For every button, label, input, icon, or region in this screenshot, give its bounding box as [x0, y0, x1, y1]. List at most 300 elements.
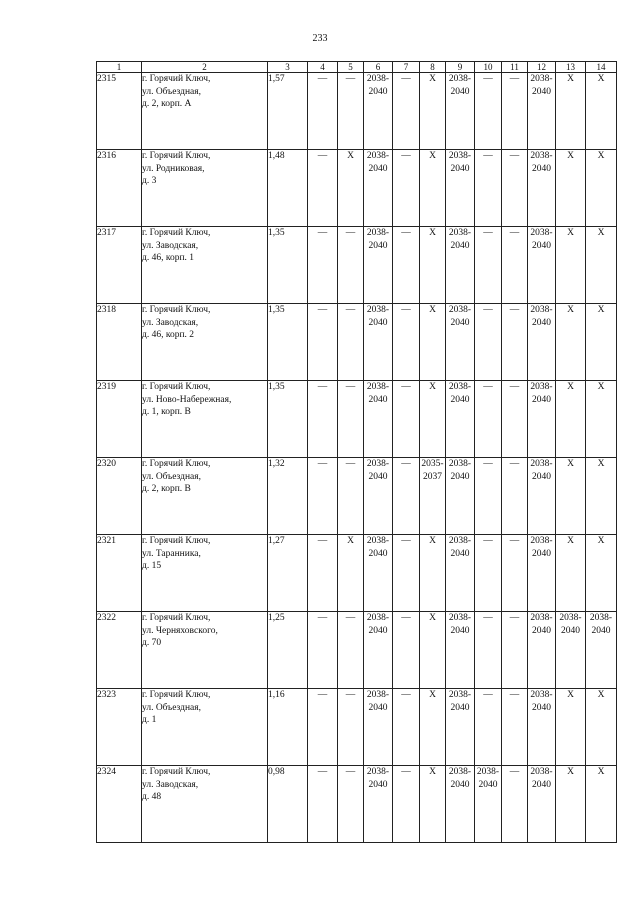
cell-c8 — [420, 73, 446, 150]
cell-text: 2040 — [532, 548, 551, 559]
cell-c7 — [393, 381, 420, 458]
cell-text: — — [401, 536, 411, 546]
cell-c10 — [475, 766, 502, 843]
address-cell — [142, 689, 268, 766]
address-line: г. Горячий Ключ, — [142, 613, 211, 623]
cell-c8 — [420, 381, 446, 458]
cell-text: 2040 — [368, 240, 388, 251]
cell-text: 2040 — [450, 471, 470, 482]
cell-text: X — [429, 228, 436, 238]
cell-c11 — [502, 612, 528, 689]
cell-c12 — [528, 150, 556, 227]
cell-text: 2040 — [450, 779, 470, 790]
cell-text: X — [597, 459, 605, 469]
cell-text: 2040 — [368, 86, 388, 97]
cell-c9 — [446, 689, 475, 766]
cell-text: 2040 — [532, 471, 551, 482]
cell-text: — — [483, 74, 493, 84]
address-line: г. Горячий Ключ, — [142, 382, 211, 392]
table-row — [97, 689, 617, 766]
cell-text: — — [483, 536, 493, 546]
value-cell: 1,35 — [268, 304, 308, 381]
cell-text: X — [597, 690, 605, 700]
cell-text: 2038- — [366, 382, 390, 392]
cell-text: 2038- — [448, 690, 472, 700]
cell-text: X — [597, 151, 605, 161]
address-cell — [142, 535, 268, 612]
cell-c13 — [556, 612, 586, 689]
cell-text: 2040 — [591, 625, 611, 636]
cell-c6 — [364, 535, 393, 612]
cell-text: 2040 — [450, 625, 470, 636]
cell-c8 — [420, 458, 446, 535]
cell-c5 — [338, 458, 364, 535]
cell-c14 — [586, 766, 617, 843]
value-cell: 1,25 — [268, 612, 308, 689]
address-line: д. 48 — [142, 792, 162, 802]
address-line: г. Горячий Ключ, — [142, 767, 211, 777]
value-cell: 1,35 — [268, 381, 308, 458]
cell-c14 — [586, 150, 617, 227]
cell-text: 2037 — [423, 471, 442, 482]
value-cell: 1,16 — [268, 689, 308, 766]
cell-text: 2038- — [448, 767, 472, 777]
address-line: д. 46, корп. 2 — [142, 330, 195, 340]
cell-text: 2038- — [530, 228, 553, 238]
cell-text: — — [509, 305, 520, 315]
cell-c9 — [446, 304, 475, 381]
cell-text: — — [401, 305, 411, 315]
cell-text: X — [567, 690, 574, 700]
cell-c12 — [528, 535, 556, 612]
value-cell: 1,35 — [268, 227, 308, 304]
cell-c12 — [528, 612, 556, 689]
cell-c5 — [338, 150, 364, 227]
cell-text: 2038- — [366, 228, 390, 238]
cell-text: X — [429, 767, 436, 777]
cell-text: 2038- — [448, 536, 472, 546]
cell-text: 2040 — [450, 702, 470, 713]
cell-c11 — [502, 689, 528, 766]
cell-text: 2040 — [532, 240, 551, 251]
table-row — [97, 381, 617, 458]
address-line: ул. Ново-Набережная, — [142, 394, 232, 405]
cell-c10 — [475, 612, 502, 689]
cell-c7 — [393, 150, 420, 227]
table-row — [97, 227, 617, 304]
address-cell — [142, 73, 268, 150]
cell-text: — — [345, 690, 356, 700]
row-number: 2320 — [97, 458, 142, 535]
cell-text: 2040 — [368, 625, 388, 636]
cell-c9 — [446, 612, 475, 689]
cell-text: — — [317, 767, 328, 777]
cell-text: 2038- — [448, 74, 472, 84]
column-header: 10 — [475, 62, 502, 73]
cell-c6 — [364, 766, 393, 843]
cell-text: 2038- — [448, 613, 472, 623]
cell-c10 — [475, 227, 502, 304]
address-cell — [142, 381, 268, 458]
cell-c14 — [586, 458, 617, 535]
cell-c14 — [586, 227, 617, 304]
cell-c10 — [475, 381, 502, 458]
cell-text: X — [567, 151, 574, 161]
cell-text: — — [401, 74, 411, 84]
cell-c4 — [308, 689, 338, 766]
value-cell: 1,27 — [268, 535, 308, 612]
address-line: ул. Родниковая, — [142, 163, 205, 174]
address-cell — [142, 227, 268, 304]
cell-text: X — [429, 382, 436, 392]
column-header: 1 — [97, 62, 142, 73]
cell-text: X — [597, 74, 605, 84]
address-line: ул. Черняховского, — [142, 625, 218, 636]
cell-text: X — [597, 382, 605, 392]
cell-c7 — [393, 304, 420, 381]
cell-text: 2038- — [366, 305, 390, 315]
address-line: д. 15 — [142, 561, 162, 571]
cell-text: 2040 — [561, 625, 580, 636]
cell-text: — — [483, 382, 493, 392]
cell-text: 2038- — [366, 459, 390, 469]
address-line: ул. Объездная, — [142, 702, 201, 713]
cell-text: 2038- — [530, 613, 553, 623]
cell-c5 — [338, 766, 364, 843]
cell-text: 2038- — [530, 767, 553, 777]
cell-c4 — [308, 381, 338, 458]
address-line: д. 1 — [142, 715, 157, 725]
cell-text: X — [597, 767, 605, 777]
cell-c12 — [528, 73, 556, 150]
table-row — [97, 458, 617, 535]
cell-text: 2038- — [366, 74, 390, 84]
cell-text: — — [345, 613, 356, 623]
cell-text: X — [567, 382, 574, 392]
cell-c4 — [308, 766, 338, 843]
cell-c4 — [308, 150, 338, 227]
cell-c8 — [420, 150, 446, 227]
cell-text: 2040 — [368, 779, 388, 790]
cell-text: — — [483, 228, 493, 238]
cell-c12 — [528, 689, 556, 766]
cell-text: — — [509, 151, 520, 161]
cell-text: 2038- — [476, 767, 500, 777]
cell-text: 2038- — [530, 74, 553, 84]
cell-text: 2040 — [368, 702, 388, 713]
cell-text: X — [597, 536, 605, 546]
cell-c10 — [475, 304, 502, 381]
cell-text: X — [429, 613, 436, 623]
cell-c10 — [475, 150, 502, 227]
cell-text: 2040 — [532, 86, 551, 97]
cell-c13 — [556, 150, 586, 227]
cell-c14 — [586, 689, 617, 766]
cell-c6 — [364, 150, 393, 227]
table-row — [97, 766, 617, 843]
cell-c13 — [556, 766, 586, 843]
address-line: г. Горячий Ключ, — [142, 690, 211, 700]
cell-c14 — [586, 535, 617, 612]
cell-text: X — [429, 151, 436, 161]
cell-text: X — [567, 767, 574, 777]
cell-text: 2040 — [450, 86, 470, 97]
cell-c5 — [338, 612, 364, 689]
cell-text: — — [345, 382, 356, 392]
row-number: 2321 — [97, 535, 142, 612]
cell-text: — — [509, 613, 520, 623]
cell-text: 2038- — [366, 767, 390, 777]
cell-text: 2040 — [368, 548, 388, 559]
column-header: 11 — [502, 62, 528, 73]
cell-c6 — [364, 73, 393, 150]
column-header: 6 — [364, 62, 393, 73]
cell-c4 — [308, 535, 338, 612]
cell-c5 — [338, 535, 364, 612]
cell-text: 2038- — [366, 151, 390, 161]
cell-text: — — [483, 613, 493, 623]
cell-text: — — [401, 228, 411, 238]
cell-text: 2040 — [532, 163, 551, 174]
table-row — [97, 150, 617, 227]
cell-text: — — [317, 151, 328, 161]
cell-c14 — [586, 304, 617, 381]
cell-c9 — [446, 150, 475, 227]
cell-c4 — [308, 73, 338, 150]
column-header: 13 — [556, 62, 586, 73]
cell-c6 — [364, 304, 393, 381]
cell-text: 2040 — [368, 163, 388, 174]
cell-c10 — [475, 535, 502, 612]
cell-text: 2038- — [448, 228, 472, 238]
cell-text: — — [509, 690, 520, 700]
cell-text: — — [401, 690, 411, 700]
cell-text: — — [345, 459, 356, 469]
cell-c9 — [446, 73, 475, 150]
cell-text: 2038- — [366, 536, 390, 546]
cell-c11 — [502, 381, 528, 458]
document-table — [96, 61, 617, 843]
cell-c11 — [502, 150, 528, 227]
cell-c8 — [420, 535, 446, 612]
cell-c13 — [556, 227, 586, 304]
cell-c9 — [446, 535, 475, 612]
cell-text: — — [401, 459, 411, 469]
cell-c9 — [446, 227, 475, 304]
cell-c10 — [475, 458, 502, 535]
cell-c5 — [338, 73, 364, 150]
cell-text: 2040 — [532, 625, 551, 636]
cell-c5 — [338, 689, 364, 766]
cell-text: X — [597, 228, 605, 238]
cell-text: — — [317, 459, 328, 469]
table-row — [97, 535, 617, 612]
cell-c8 — [420, 304, 446, 381]
cell-text: — — [317, 536, 328, 546]
address-line: г. Горячий Ключ, — [142, 536, 211, 546]
cell-text: — — [317, 690, 328, 700]
cell-text: — — [483, 690, 493, 700]
cell-c12 — [528, 766, 556, 843]
cell-text: 2038- — [530, 151, 553, 161]
cell-c9 — [446, 766, 475, 843]
cell-text: X — [429, 74, 436, 84]
cell-text: 2038- — [530, 536, 553, 546]
cell-text: — — [317, 228, 328, 238]
column-header: 4 — [308, 62, 338, 73]
address-cell — [142, 766, 268, 843]
cell-c7 — [393, 612, 420, 689]
address-line: д. 46, корп. 1 — [142, 253, 195, 263]
cell-text: 2038- — [366, 690, 390, 700]
cell-c6 — [364, 458, 393, 535]
cell-text: 2040 — [368, 394, 388, 405]
table-row — [97, 612, 617, 689]
cell-text: — — [483, 151, 493, 161]
cell-c13 — [556, 458, 586, 535]
cell-text: X — [567, 536, 574, 546]
value-cell: 1,32 — [268, 458, 308, 535]
cell-c11 — [502, 766, 528, 843]
cell-c4 — [308, 612, 338, 689]
cell-text: — — [345, 228, 356, 238]
cell-c12 — [528, 227, 556, 304]
cell-text: 2040 — [450, 240, 470, 251]
cell-c4 — [308, 458, 338, 535]
cell-c4 — [308, 304, 338, 381]
address-line: ул. Объездная, — [142, 86, 201, 97]
cell-c6 — [364, 227, 393, 304]
cell-c5 — [338, 304, 364, 381]
row-number: 2322 — [97, 612, 142, 689]
column-header: 14 — [586, 62, 617, 73]
cell-c13 — [556, 381, 586, 458]
cell-text: 2040 — [450, 394, 470, 405]
cell-c13 — [556, 304, 586, 381]
table-body — [97, 73, 617, 843]
cell-text: 2038- — [530, 305, 553, 315]
cell-text: 2038- — [448, 382, 472, 392]
row-number: 2315 — [97, 73, 142, 150]
cell-text: — — [483, 305, 493, 315]
address-line: г. Горячий Ключ, — [142, 459, 211, 469]
address-line: ул. Таранника, — [142, 548, 201, 559]
value-cell: 1,48 — [268, 150, 308, 227]
cell-text: X — [567, 459, 574, 469]
cell-c14 — [586, 381, 617, 458]
address-line: д. 70 — [142, 638, 162, 648]
cell-c7 — [393, 535, 420, 612]
value-cell: 1,57 — [268, 73, 308, 150]
cell-text: — — [317, 74, 328, 84]
address-cell — [142, 304, 268, 381]
address-line: г. Горячий Ключ, — [142, 151, 211, 161]
column-header: 8 — [420, 62, 446, 73]
cell-c5 — [338, 381, 364, 458]
cell-c9 — [446, 458, 475, 535]
cell-c12 — [528, 381, 556, 458]
cell-text: — — [509, 382, 520, 392]
cell-text: — — [401, 382, 411, 392]
cell-text: — — [317, 305, 328, 315]
cell-text: — — [509, 767, 520, 777]
page-number: 233 — [312, 33, 328, 44]
cell-text: — — [345, 767, 356, 777]
address-line: г. Горячий Ключ, — [142, 74, 211, 84]
cell-c14 — [586, 73, 617, 150]
cell-text: — — [509, 536, 520, 546]
cell-c7 — [393, 689, 420, 766]
address-cell — [142, 612, 268, 689]
cell-text: — — [345, 305, 356, 315]
cell-text: 2038- — [559, 613, 582, 623]
cell-text: — — [401, 613, 411, 623]
address-line: ул. Объездная, — [142, 471, 201, 482]
cell-c13 — [556, 689, 586, 766]
address-line: ул. Заводская, — [142, 240, 199, 251]
cell-text: — — [483, 459, 493, 469]
cell-text: 2038- — [448, 459, 472, 469]
cell-text: 2040 — [368, 317, 388, 328]
column-header: 7 — [393, 62, 420, 73]
cell-text: — — [345, 74, 356, 84]
cell-text: — — [509, 74, 520, 84]
cell-c11 — [502, 73, 528, 150]
cell-c8 — [420, 766, 446, 843]
address-line: д. 1, корп. В — [142, 407, 191, 417]
address-cell — [142, 150, 268, 227]
cell-text: X — [597, 305, 605, 315]
cell-c7 — [393, 458, 420, 535]
address-line: г. Горячий Ключ, — [142, 305, 211, 315]
column-header: 9 — [446, 62, 475, 73]
cell-text: X — [567, 228, 574, 238]
cell-c13 — [556, 73, 586, 150]
cell-c14 — [586, 612, 617, 689]
row-number: 2324 — [97, 766, 142, 843]
cell-c10 — [475, 689, 502, 766]
cell-text: X — [347, 536, 354, 546]
cell-text: 2040 — [532, 394, 551, 405]
cell-text: 2038- — [530, 459, 553, 469]
cell-c10 — [475, 73, 502, 150]
cell-c6 — [364, 381, 393, 458]
address-cell — [142, 458, 268, 535]
column-header: 12 — [528, 62, 556, 73]
address-line: ул. Заводская, — [142, 779, 199, 790]
cell-c5 — [338, 227, 364, 304]
table-row — [97, 73, 617, 150]
header-row — [97, 62, 617, 73]
value-cell: 0,98 — [268, 766, 308, 843]
cell-c11 — [502, 227, 528, 304]
cell-c7 — [393, 766, 420, 843]
cell-text: 2040 — [532, 702, 551, 713]
cell-c7 — [393, 73, 420, 150]
cell-text: X — [429, 536, 436, 546]
cell-text: 2040 — [450, 548, 470, 559]
cell-c8 — [420, 689, 446, 766]
cell-c6 — [364, 689, 393, 766]
cell-c8 — [420, 227, 446, 304]
cell-text: 2038- — [366, 613, 390, 623]
cell-text: X — [429, 690, 436, 700]
row-number: 2323 — [97, 689, 142, 766]
cell-text: X — [567, 74, 574, 84]
cell-text: X — [429, 305, 436, 315]
row-number: 2319 — [97, 381, 142, 458]
cell-c8 — [420, 612, 446, 689]
